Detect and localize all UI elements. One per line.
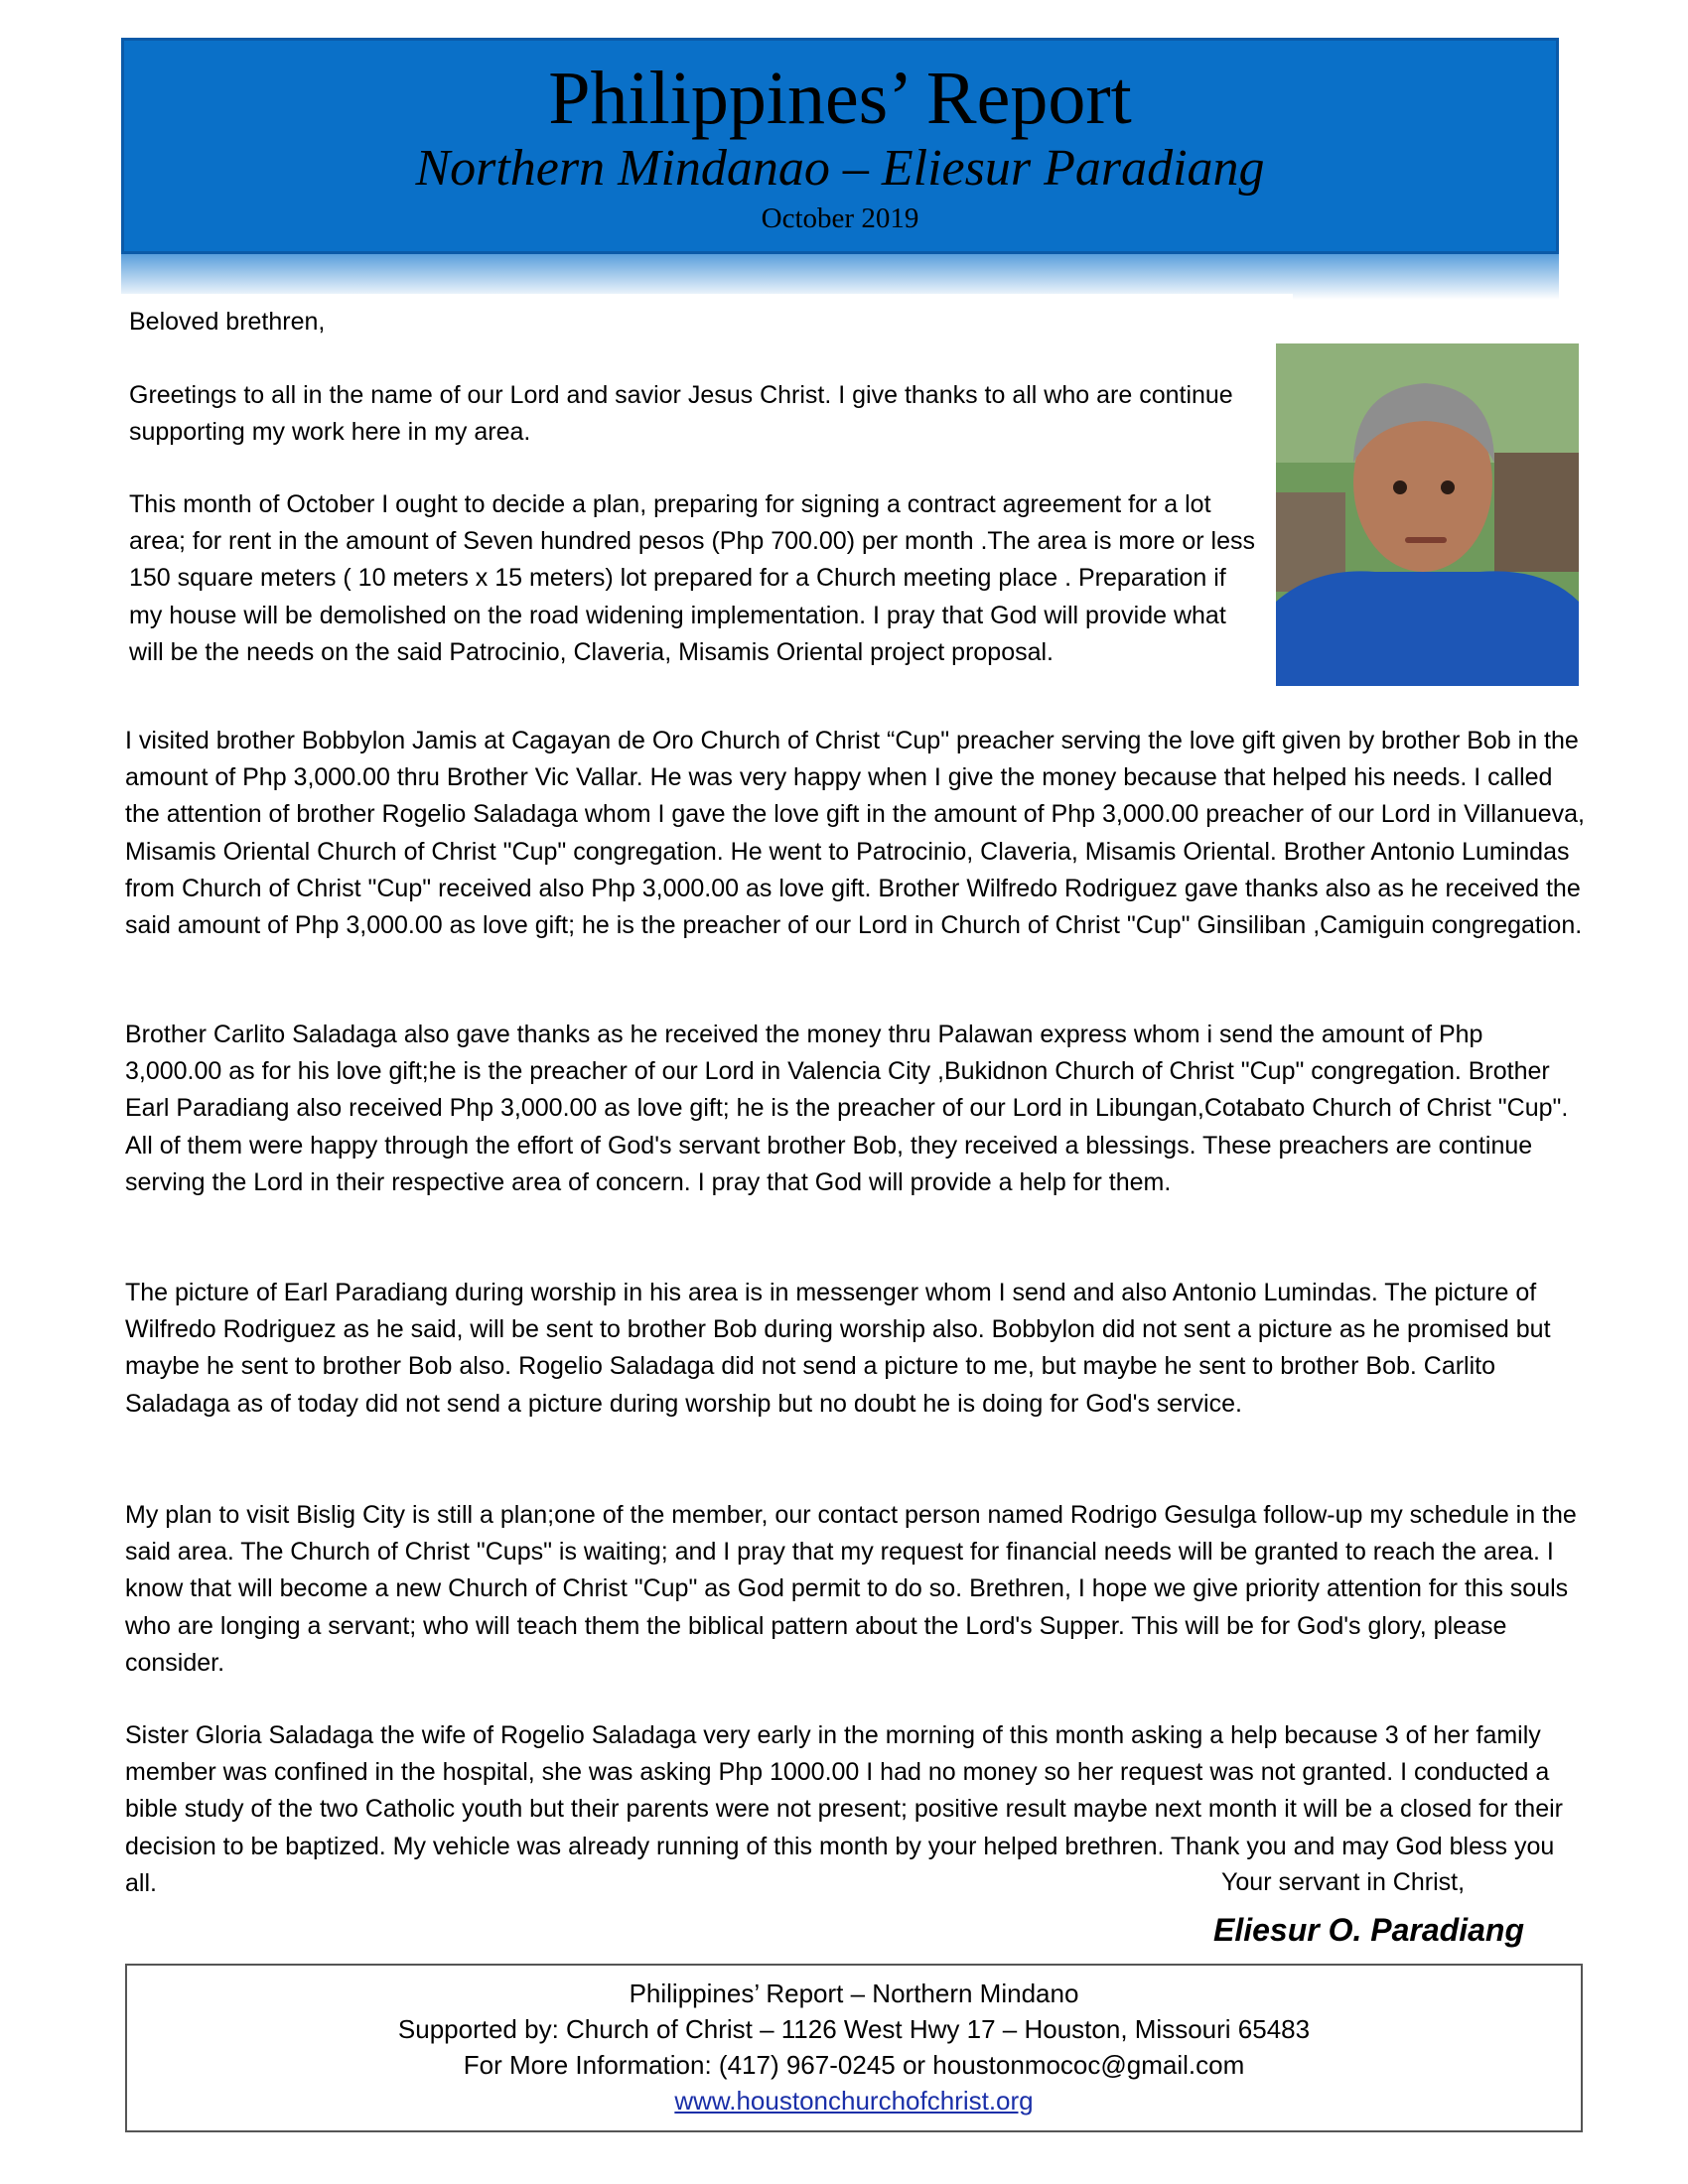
paragraph-4: Brother Carlito Saladaga also gave thanks as he received the money thru Palawan express whom i send the amount of Php 3,000.00 as for his love gift;he is the preacher of our Lord in Valencia City ,Bukidnon Church of Christ "Cup" congregation. Brother Earl Paradiang also received Php 3,000.00 as love gift; he is the preacher of our Lord in Libungan,Cotabato Church of Christ "Cup". All of them were happy through the effort of God's servant brother Bob, they received a blessings. These preachers are continue serving the Lord in their respective area of concern. I pray that God will provide a help for them. [125, 1021, 1569, 1196]
report-subtitle: Northern Mindanao – Eliesur Paradiang [415, 140, 1265, 197]
signature: Eliesur O. Paradiang [1213, 1912, 1524, 1948]
author-photo-svg [1276, 343, 1579, 686]
paragraph-2: This month of October I ought to decide a plan, preparing for signing a contract agreement for a lot area; for rent in the amount of Seven hundred pesos (Php 700.00) per month .The area is more or less 150 square meters ( 10 meters x 15 meters) lot prepared for a Church meeting place . Preparation if my house will be demolished on the road widening implementation. I pray that God will provide what will be the needs on the said Patrocinio, Claveria, Misamis Oriental project proposal. [129, 490, 1255, 666]
paragraph-6: My plan to visit Bislig City is still a plan;one of the member, our contact person named Rodrigo Gesulga follow-up my schedule in the said area. The Church of Christ "Cups" is waiting; and I pray that my request for financial needs will be granted to reach the area. I know that will become a new Church of Christ "Cup" as God permit to do so. Brethren, I hope we give priority attention for this souls who are longing a servant; who will teach them the biblical pattern about the Lord's Supper. This will be for God's glory, please consider. [125, 1501, 1577, 1677]
author-photo [1276, 343, 1579, 686]
footer-line-1: Philippines’ Report – Northern Mindano [629, 1979, 1079, 2008]
website-link[interactable]: www.houstonchurchofchrist.org [674, 2086, 1034, 2116]
report-date: October 2019 [761, 203, 919, 234]
report-header [121, 38, 1559, 254]
report-title: Philippines’ Report [548, 57, 1132, 140]
paragraph-7: Sister Gloria Saladaga the wife of Rogelio Saladaga very early in the morning of this month asking a help because 3 of her family member was confined in the hospital, she was asking Php 1000.00 I had no money so her request was not granted. I conducted a bible study of the two Catholic youth but their parents were not present; positive result maybe next month it will be a closed for their decision to be baptized. My vehicle was already running of this month by your helped brethren. Thank you and may God bless you all. [125, 1721, 1563, 1897]
footer-line-3: For More Information: (417) 967-0245 or houstonmococ@gmail.com [463, 2050, 1245, 2080]
paragraph-1: Greetings to all in the name of our Lord and savior Jesus Christ. I give thanks to all who are continue supporting my work here in my area. [129, 381, 1233, 447]
greeting: Beloved brethren, [129, 308, 326, 336]
footer [125, 1964, 1583, 2132]
footer-line-2: Supported by: Church of Christ – 1126 West Hwy 17 – Houston, Missouri 65483 [397, 2014, 1311, 2044]
paragraph-5: The picture of Earl Paradiang during worship in his area is in messenger whom I send and also Antonio Lumindas. The picture of Wilfredo Rodriguez as he said, will be sent to brother Bob during worship also. Bobbylon did not sent a picture as he promised but maybe he sent to brother Bob also. Rogelio Saladaga did not send a picture to me, but maybe he sent to brother Bob. Carlito Saladaga as of today did not send a picture during worship but no doubt he is doing for God's service. [125, 1279, 1551, 1418]
paragraph-3: I visited brother Bobbylon Jamis at Cagayan de Oro Church of Christ “Cup" preacher serving the love gift given by brother Bob in the amount of Php 3,000.00 thru Brother Vic Vallar. He was very happy when I give the money because that helped his needs. I called the attention of brother Rogelio Saladaga whom I gave the love gift in the amount of Php 3,000.00 preacher of our Lord in Villanueva, Misamis Oriental Church of Christ "Cup" congregation. He went to Patrocinio, Claveria, Misamis Oriental. Brother Antonio Lumindas from Church of Christ "Cup" received also Php 3,000.00 as love gift. Brother Wilfredo Rodriguez gave thanks also as he received the said amount of Php 3,000.00 as love gift; he is the preacher of our Lord in Church of Christ "Cup" Ginsiliban ,Camiguin congregation. [125, 727, 1585, 940]
closing: Your servant in Christ, [1221, 1868, 1466, 1896]
